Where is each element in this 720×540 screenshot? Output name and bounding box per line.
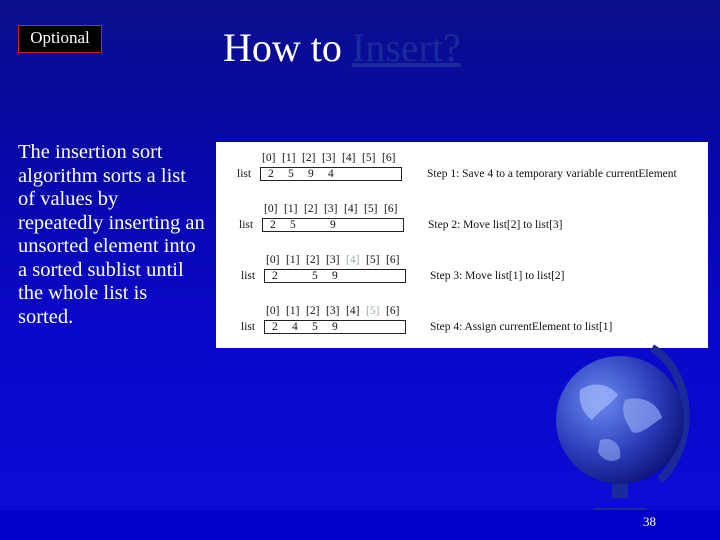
index-label: [3] <box>326 254 340 266</box>
list-cell: 9 <box>332 270 338 282</box>
index-header <box>264 203 404 215</box>
list-cell: 9 <box>332 321 338 333</box>
list-cell: 2 <box>272 270 278 282</box>
index-label: [1] <box>284 203 298 215</box>
list-cell: 5 <box>288 168 294 180</box>
step-row-2 <box>216 203 708 249</box>
index-label: [2] <box>306 305 320 317</box>
index-label: [4] <box>346 305 360 317</box>
globe-icon <box>540 340 700 530</box>
index-header <box>266 305 406 317</box>
optional-badge: Optional <box>18 25 102 53</box>
index-label: [6] <box>384 203 398 215</box>
insertion-sort-diagram <box>216 142 708 348</box>
index-label: [0] <box>264 203 278 215</box>
list-cell: 5 <box>290 219 296 231</box>
index-label: [4] <box>342 152 356 164</box>
list-cell: 2 <box>268 168 274 180</box>
index-label: [6] <box>386 254 400 266</box>
title-faded: Insert? <box>351 25 461 70</box>
list-box <box>262 218 404 232</box>
list-box <box>264 269 406 283</box>
list-cell: 9 <box>330 219 336 231</box>
list-cell: 2 <box>270 219 276 231</box>
list-box <box>264 320 406 334</box>
page-number: 38 <box>643 514 656 529</box>
slide-title <box>223 24 461 71</box>
list-label: list <box>237 168 252 180</box>
index-label: [5] <box>366 254 380 266</box>
list-cell: 2 <box>272 321 278 333</box>
list-cell: 4 <box>292 321 298 333</box>
list-cell: 5 <box>312 321 318 333</box>
bottom-bar <box>0 510 720 540</box>
index-label: [3] <box>322 152 336 164</box>
list-cell: 4 <box>328 168 334 180</box>
index-header <box>262 152 402 164</box>
index-label: [5] <box>362 152 376 164</box>
step-caption: Step 2: Move list[2] to list[3] <box>428 219 563 231</box>
step-caption: Step 3: Move list[1] to list[2] <box>430 270 565 282</box>
index-label: [1] <box>282 152 296 164</box>
index-label: [5] <box>366 305 380 317</box>
index-label: [5] <box>364 203 378 215</box>
body-paragraph: The insertion sort algorithm sorts a list of values by repeatedly inserting an unsorted element into a sorted sublist until the whole list is sorted. <box>18 141 205 328</box>
index-label: [0] <box>266 254 280 266</box>
index-label: [4] <box>346 254 360 266</box>
index-label: [3] <box>324 203 338 215</box>
index-label: [0] <box>266 305 280 317</box>
step-row-3 <box>216 254 708 300</box>
list-label: list <box>239 219 254 231</box>
list-box <box>260 167 402 181</box>
index-label: [6] <box>382 152 396 164</box>
index-label: [1] <box>286 305 300 317</box>
index-label: [6] <box>386 305 400 317</box>
index-header <box>266 254 406 266</box>
title-main: How to <box>223 25 352 70</box>
index-label: [4] <box>344 203 358 215</box>
index-label: [2] <box>306 254 320 266</box>
step-caption: Step 4: Assign currentElement to list[1] <box>430 321 613 333</box>
index-label: [1] <box>286 254 300 266</box>
list-label: list <box>241 321 256 333</box>
step-row-1 <box>216 152 708 198</box>
index-label: [0] <box>262 152 276 164</box>
list-cell: 9 <box>308 168 314 180</box>
list-label: list <box>241 270 256 282</box>
list-cell: 5 <box>312 270 318 282</box>
index-label: [2] <box>304 203 318 215</box>
index-label: [3] <box>326 305 340 317</box>
index-label: [2] <box>302 152 316 164</box>
step-caption: Step 1: Save 4 to a temporary variable currentElement <box>427 168 677 180</box>
